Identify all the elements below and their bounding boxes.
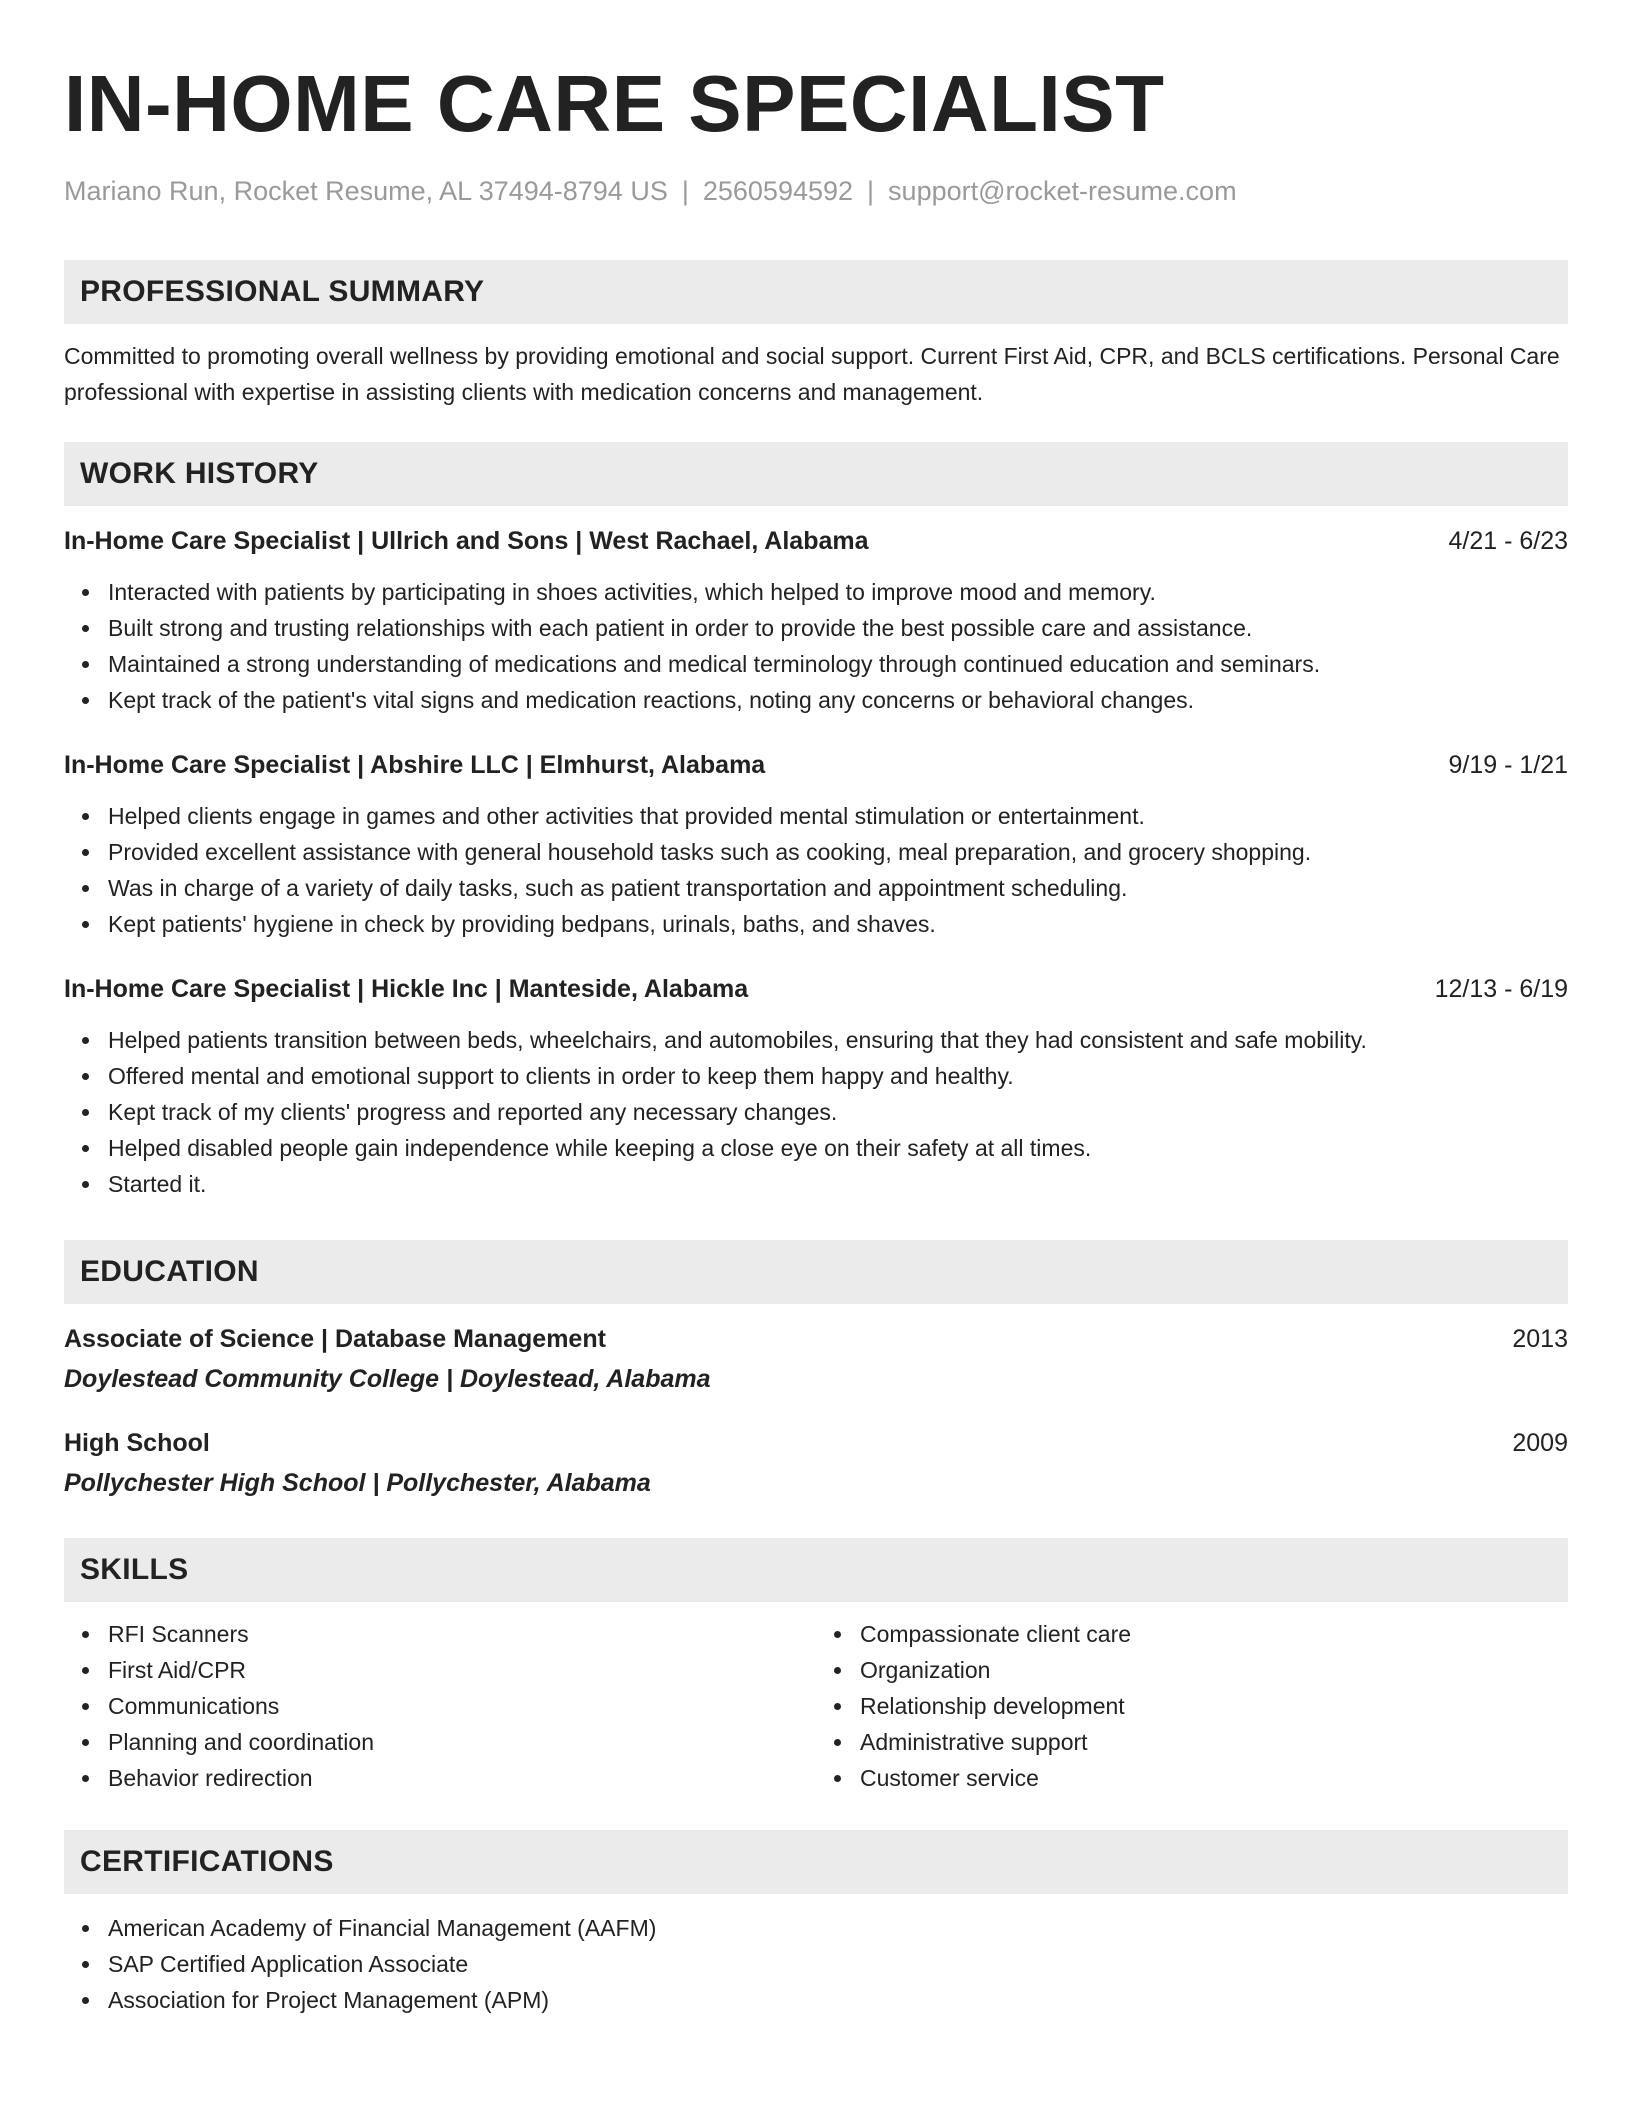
contact-address: Mariano Run, Rocket Resume, AL 37494-8794 US	[64, 176, 668, 206]
job-bullets	[64, 798, 1568, 942]
job-title: In-Home Care Specialist | Abshire LLC | Elmhurst, Alabama	[64, 751, 766, 779]
job-entry	[64, 748, 1568, 942]
education-degree: Associate of Science | Database Management	[64, 1325, 606, 1353]
job-bullet: Offered mental and emotional support to clients in order to keep them happy and healthy.	[108, 1058, 1568, 1094]
job-header	[64, 748, 1568, 782]
contact-separator: |	[681, 176, 689, 206]
job-bullets	[64, 574, 1568, 718]
section-heading-summary: PROFESSIONAL SUMMARY	[64, 260, 1568, 324]
education-school: Doylestead Community College | Doylestead, Alabama	[64, 1365, 711, 1393]
skills-column-left	[64, 1616, 816, 1796]
section-heading-skills: SKILLS	[64, 1538, 1568, 1602]
job-bullet: Maintained a strong understanding of medications and medical terminology through continued education and seminars.	[108, 646, 1568, 682]
job-bullet: Provided excellent assistance with general household tasks such as cooking, meal preparation, and grocery shopping.	[108, 834, 1568, 870]
resume-name: IN-HOME CARE SPECIALIST	[64, 59, 1165, 148]
education-entry	[64, 1426, 1568, 1500]
contact-line	[64, 174, 1568, 208]
job-header	[64, 972, 1568, 1006]
job-bullet: Interacted with patients by participating in shoes activities, which helped to improve mood and memory.	[108, 574, 1568, 610]
skills-list	[816, 1616, 1568, 1796]
job-bullet: Was in charge of a variety of daily tasks, such as patient transportation and appointment scheduling.	[108, 870, 1568, 906]
job-bullet: Started it.	[108, 1166, 1568, 1202]
contact-separator: |	[867, 176, 875, 206]
contact-email: support@rocket-resume.com	[888, 176, 1237, 206]
skill-item: First Aid/CPR	[108, 1652, 816, 1688]
skills-list	[64, 1616, 816, 1796]
job-bullet: Kept patients' hygiene in check by providing bedpans, urinals, baths, and shaves.	[108, 906, 1568, 942]
job-bullet: Helped patients transition between beds, wheelchairs, and automobiles, ensuring that they had consistent and safe mobility.	[108, 1022, 1568, 1058]
job-title: In-Home Care Specialist | Ullrich and Sons | West Rachael, Alabama	[64, 527, 869, 555]
job-dates: 12/13 - 6/19	[1434, 975, 1568, 1003]
section-heading-education: EDUCATION	[64, 1240, 1568, 1304]
certification-item: American Academy of Financial Management (AAFM)	[108, 1910, 1568, 1946]
education-header	[64, 1426, 1568, 1460]
job-dates: 9/19 - 1/21	[1448, 751, 1568, 779]
job-entry	[64, 972, 1568, 1202]
section-heading-work-history: WORK HISTORY	[64, 442, 1568, 506]
education-school: Pollychester High School | Pollychester, Alabama	[64, 1469, 651, 1497]
certification-item: Association for Project Management (APM)	[108, 1982, 1568, 2018]
skill-item: Communications	[108, 1688, 816, 1724]
education-entry	[64, 1322, 1568, 1396]
education-header	[64, 1322, 1568, 1356]
education-year: 2013	[1512, 1325, 1568, 1353]
education-year: 2009	[1512, 1429, 1568, 1457]
job-entry	[64, 524, 1568, 718]
job-dates: 4/21 - 6/23	[1448, 527, 1568, 555]
skill-item: Planning and coordination	[108, 1724, 816, 1760]
job-bullet: Helped clients engage in games and other activities that provided mental stimulation or entertainment.	[108, 798, 1568, 834]
skill-item: RFI Scanners	[108, 1616, 816, 1652]
job-bullets	[64, 1022, 1568, 1202]
job-header	[64, 524, 1568, 558]
skill-item: Behavior redirection	[108, 1760, 816, 1796]
job-bullet: Built strong and trusting relationships with each patient in order to provide the best possible care and assistance.	[108, 610, 1568, 646]
summary-text: Committed to promoting overall wellness by providing emotional and social support. Current First Aid, CPR, and BCLS certifications. Personal Care professional with expertise in assisting clients with medication concerns and management.	[64, 343, 1560, 405]
certification-item: SAP Certified Application Associate	[108, 1946, 1568, 1982]
skill-item: Compassionate client care	[860, 1616, 1568, 1652]
job-title: In-Home Care Specialist | Hickle Inc | Manteside, Alabama	[64, 975, 749, 1003]
certifications-list	[64, 1910, 1568, 2018]
skill-item: Administrative support	[860, 1724, 1568, 1760]
skills-column-right	[816, 1616, 1568, 1796]
contact-phone: 2560594592	[702, 176, 854, 206]
job-bullet: Helped disabled people gain independence while keeping a close eye on their safety at all times.	[108, 1130, 1568, 1166]
skill-item: Customer service	[860, 1760, 1568, 1796]
section-heading-certifications: CERTIFICATIONS	[64, 1830, 1568, 1894]
education-degree: High School	[64, 1429, 210, 1457]
job-bullet: Kept track of my clients' progress and reported any necessary changes.	[108, 1094, 1568, 1130]
skills-grid	[64, 1616, 1568, 1796]
skill-item: Organization	[860, 1652, 1568, 1688]
skill-item: Relationship development	[860, 1688, 1568, 1724]
job-bullet: Kept track of the patient's vital signs and medication reactions, noting any concerns or behavioral changes.	[108, 682, 1568, 718]
